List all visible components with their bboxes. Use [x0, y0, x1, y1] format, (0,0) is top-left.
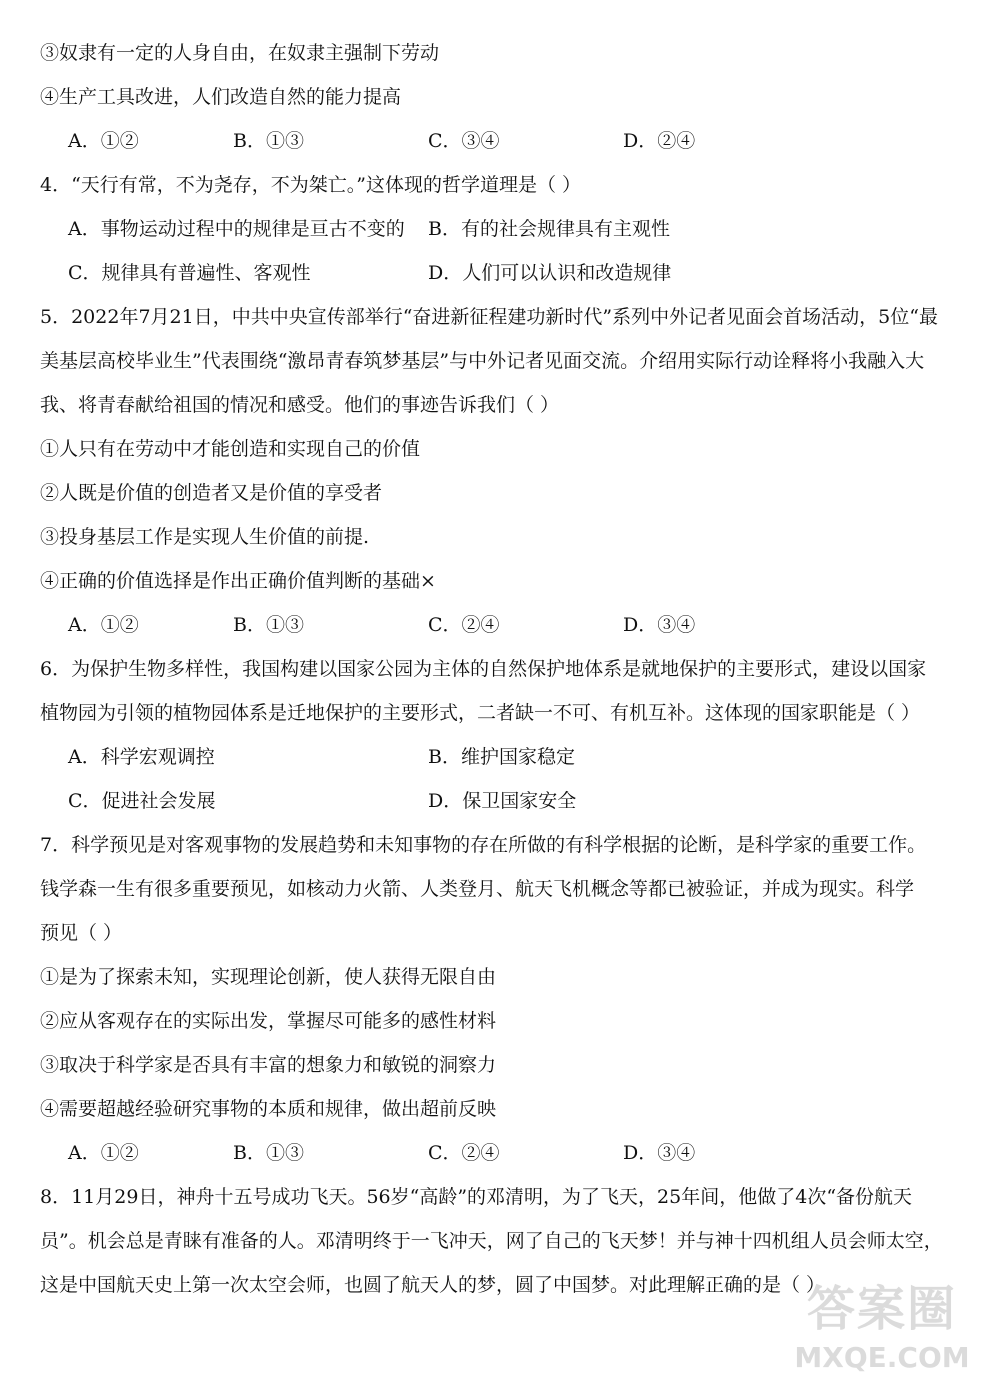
q7-option-a[interactable]: A．①②: [68, 1142, 139, 1164]
q7-option-b[interactable]: B．①③: [233, 1142, 304, 1164]
q7-option-d[interactable]: D．③④: [623, 1142, 696, 1164]
q5-options: [68, 612, 968, 638]
q4-options-row1: [68, 216, 968, 242]
q7-option-c[interactable]: C．②④: [428, 1142, 500, 1164]
q5-item-2: ②人既是价值的创造者又是价值的享受者: [40, 482, 383, 504]
q6-options-row1: [68, 744, 968, 770]
q3-option-b[interactable]: B．①③: [233, 130, 304, 152]
q4-option-c[interactable]: C．规律具有普遍性、客观性: [68, 262, 311, 284]
q4-option-b[interactable]: B．有的社会规律具有主观性: [428, 218, 670, 240]
q7-stem-line-2: 钱学森一生有很多重要预见，如核动力火箭、人类登月、航天飞机概念等都已被验证，并成为现实。科学: [40, 878, 915, 900]
q7-stem-line-1: 7．科学预见是对客观事物的发展趋势和未知事物的存在所做的有科学根据的论断，是科学家的重要工作。: [40, 834, 927, 856]
q5-stem-line-2: 美基层高校毕业生”代表围绕“激昂青春筑梦基层”与中外记者见面交流。介绍用实际行动诠释将小我融入大: [40, 350, 925, 372]
q8-stem-line-2: 员”。机会总是青睐有准备的人。邓清明终于一飞冲天，网了自己的飞天梦！并与神十四机组人员会师太空，: [40, 1230, 943, 1252]
q6-option-c[interactable]: C．促进社会发展: [68, 790, 216, 812]
q3-option-c[interactable]: C．③④: [428, 130, 500, 152]
q5-stem-line-3: 我、将青春献给祖国的情况和感受。他们的事迹告诉我们（ ）: [40, 394, 560, 416]
q4-option-d[interactable]: D．人们可以认识和改造规律: [428, 262, 672, 284]
watermark-logo: 答案圈: [806, 1281, 957, 1337]
q5-option-b[interactable]: B．①③: [233, 614, 304, 636]
watermark-url: MXQE.COM: [794, 1341, 970, 1374]
q6-option-b[interactable]: B．维护国家稳定: [428, 746, 575, 768]
q7-stem-line-3: 预见（ ）: [40, 922, 123, 944]
q4-options-row2: [68, 260, 968, 286]
q3-options: [68, 128, 968, 154]
q3-item-4: ④生产工具改进，人们改造自然的能力提高: [40, 86, 402, 108]
q6-option-a[interactable]: A．科学宏观调控: [68, 746, 215, 768]
q5-item-1: ①人只有在劳动中才能创造和实现自己的价值: [40, 438, 421, 460]
q4-option-a[interactable]: A．事物运动过程中的规律是亘古不变的: [68, 218, 405, 240]
q7-item-1: ①是为了探索未知，实现理论创新，使人获得无限自由: [40, 966, 497, 988]
q3-item-3: ③奴隶有一定的人身自由，在奴隶主强制下劳动: [40, 42, 440, 64]
q5-option-a[interactable]: A．①②: [68, 614, 139, 636]
q6-stem-line-2: 植物园为引领的植物园体系是迁地保护的主要形式，二者缺一不可、有机互补。这体现的国家职能是（ ）: [40, 702, 921, 724]
q8-stem-line-3: 这是中国航天史上第一次太空会师，也圆了航天人的梦，圆了中国梦。对此理解正确的是（ ）: [40, 1274, 826, 1296]
q5-item-3: ③投身基层工作是实现人生价值的前提.: [40, 526, 370, 548]
q4-stem: 4．“天行有常，不为尧存，不为桀亡。”这体现的哲学道理是（ ）: [40, 174, 582, 196]
q5-stem-line-1: 5．2022年7月21日，中共中央宣传部举行“奋进新征程建功新时代”系列中外记者见面会首场活动，5位“最: [40, 306, 938, 328]
q6-stem-line-1: 6．为保护生物多样性，我国构建以国家公园为主体的自然保护地体系是就地保护的主要形式，建设以国家: [40, 658, 927, 680]
q5-item-4: ④正确的价值选择是作出正确价值判断的基础×: [40, 570, 436, 592]
watermark: [782, 1277, 982, 1387]
q8-stem-line-1: 8．11月29日，神舟十五号成功飞天。56岁“高龄”的邓清明，为了飞天，25年间，他做了4次“备份航天: [40, 1186, 913, 1208]
q6-options-row2: [68, 788, 968, 814]
q7-item-3: ③取决于科学家是否具有丰富的想象力和敏锐的洞察力: [40, 1054, 497, 1076]
q7-item-2: ②应从客观存在的实际出发，掌握尽可能多的感性材料: [40, 1010, 497, 1032]
q7-item-4: ④需要超越经验研究事物的本质和规律，做出超前反映: [40, 1098, 497, 1120]
q7-options: [68, 1140, 968, 1166]
q5-option-d[interactable]: D．③④: [623, 614, 696, 636]
q3-option-d[interactable]: D．②④: [623, 130, 696, 152]
q5-option-c[interactable]: C．②④: [428, 614, 500, 636]
q6-option-d[interactable]: D．保卫国家安全: [428, 790, 577, 812]
q3-option-a[interactable]: A．①②: [68, 130, 139, 152]
